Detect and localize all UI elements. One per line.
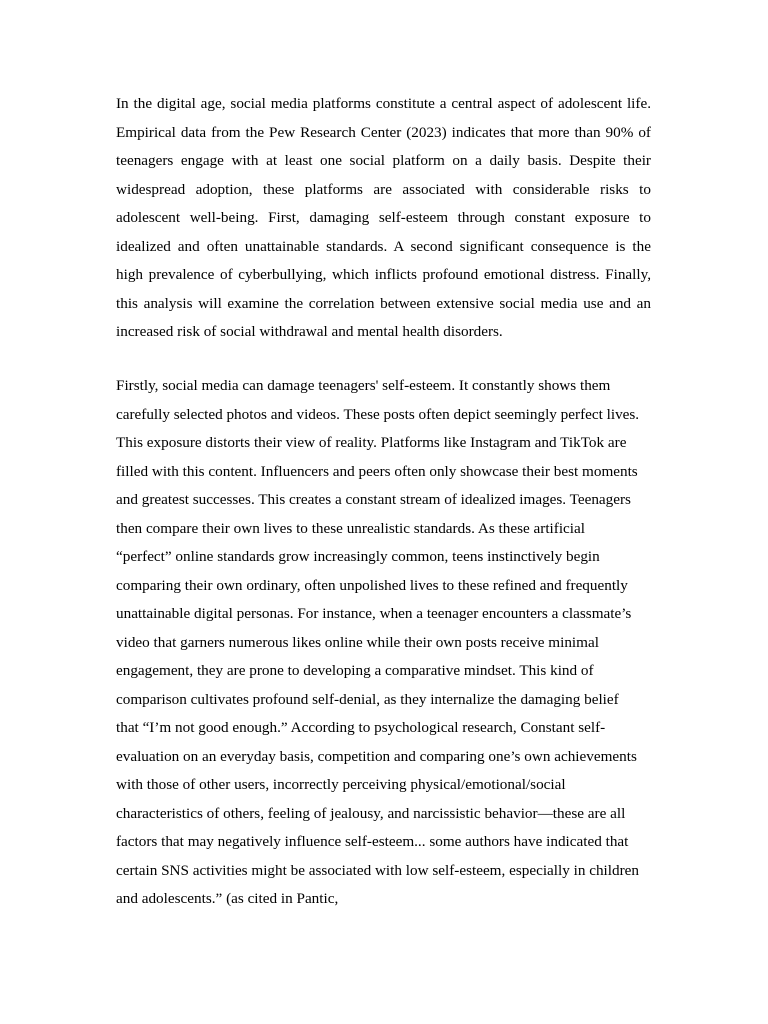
text-line: with those of other users, incorrectly perceiving physical/emotional/social <box>116 776 566 793</box>
text-line: adolescent well-being. First, damaging self-esteem through constant exposure to <box>116 209 651 226</box>
text-line: this analysis will examine the correlation between extensive social media use and an <box>116 294 651 312</box>
text-line: certain SNS activities might be associated with low self-esteem, especially in children <box>116 861 639 879</box>
text-line: characteristics of others, feeling of jealousy, and narcissistic behavior—these are all <box>116 804 626 822</box>
text-line: Firstly, social media can damage teenagers' self-esteem. It constantly shows them <box>116 377 611 394</box>
text-line: increased risk of social withdrawal and mental health disorders. <box>116 323 503 340</box>
text-line: In the digital age, social media platforms constitute a central aspect of adolescent life. <box>116 95 651 112</box>
text-line: filled with this content. Influencers and peers often only showcase their best moments <box>116 462 638 480</box>
text-line: video that garners numerous likes online while their own posts receive minimal <box>116 633 599 651</box>
text-line: carefully selected photos and videos. These posts often depict seemingly perfect lives. <box>116 405 640 423</box>
text-line: evaluation on an everyday basis, competition and comparing one’s own achievements <box>116 747 637 765</box>
text-line: engagement, they are prone to developing a comparative mindset. This kind of <box>116 662 594 679</box>
text-line: unattainable digital personas. For instance, when a teenager encounters a classmate’s <box>116 605 632 622</box>
text-line: and greatest successes. This creates a constant stream of idealized images. Teenagers <box>116 491 631 508</box>
document-page <box>116 90 651 914</box>
text-line: Empirical data from the Pew Research Center (2023) indicates that more than 90% of <box>116 123 651 141</box>
text-line: high prevalence of cyberbullying, which inflicts profound emotional distress. Finally, <box>116 266 651 283</box>
text-line: comparing their own ordinary, often unpolished lives to these refined and frequently <box>116 576 628 594</box>
text-line: that “I’m not good enough.” According to psychological research, Constant self- <box>116 719 606 736</box>
text-line: “perfect” online standards grow increasingly common, teens instinctively begin <box>116 548 600 565</box>
text-line: then compare their own lives to these unrealistic standards. As these artificial <box>116 519 585 537</box>
text-line: This exposure distorts their view of reality. Platforms like Instagram and TikTok are <box>116 434 627 451</box>
text-line: widespread adoption, these platforms are associated with considerable risks to <box>116 180 651 198</box>
text-line: idealized and often unattainable standards. A second significant consequence is the <box>116 237 651 255</box>
paragraph-introduction <box>116 90 651 347</box>
text-line: factors that may negatively influence self-esteem... some authors have indicated that <box>116 833 629 850</box>
text-line: teenagers engage with at least one social platform on a daily basis. Despite their <box>116 152 651 169</box>
text-line: and adolescents.” (as cited in Pantic, <box>116 890 339 907</box>
paragraph-self-esteem <box>116 372 651 914</box>
text-line: comparison cultivates profound self-denial, as they internalize the damaging belief <box>116 690 619 708</box>
